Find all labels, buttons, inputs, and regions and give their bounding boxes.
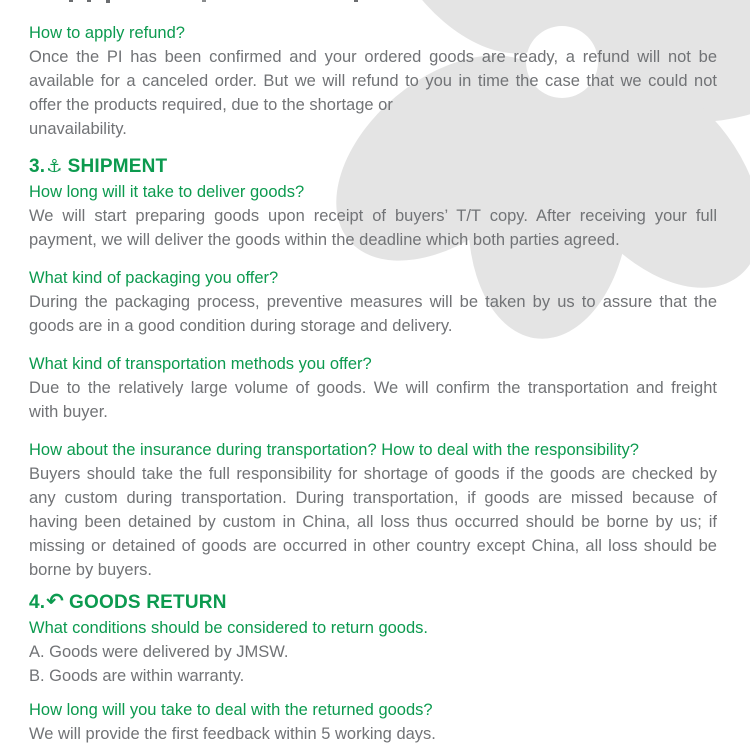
paragraph-line: A. Goods were delivered by JMSW. [29,643,289,661]
answer-return-conditions [29,640,717,688]
question-return-conditions: What conditions should be considered to return goods. [29,619,428,637]
qa-block-packaging [29,266,717,338]
paragraph-line: We will provide the first feedback within 5 working days. [29,725,436,743]
clipped-previous-line [30,0,32,2]
faq-content [0,21,750,746]
paragraph-line: missing or detained of goods are occurred in other country except China, all loss should be [29,537,717,555]
paragraph-line: Due to the relatively large volume of goods. We will confirm the transportation and freight [29,379,717,397]
paragraph-line: any custom during transportation. During transportation, if goods are missed because of [29,489,717,507]
answer-refund [29,45,717,141]
undo-arrow-icon: ↶ [46,589,65,613]
answer-packaging [29,290,717,338]
paragraph-line: unavailability. [29,120,127,138]
question-refund: How to apply refund? [29,24,185,42]
question-insurance: How about the insurance during transportation? How to deal with the responsibility? [29,441,639,459]
question-transportation: What kind of transportation methods you offer? [29,355,372,373]
section-title: SHIPMENT [67,156,168,177]
qa-block-return-conditions [29,616,717,688]
question-packaging: What kind of packaging you offer? [29,269,279,287]
section-heading-goods-return [29,588,717,616]
question-return-handling-time: How long will you take to deal with the returned goods? [29,701,433,719]
paragraph-line: goods are in a good condition during storage and delivery. [29,317,453,335]
paragraph-line: having been detained by custom in China, all loss thus occurred should be borne by us; if [29,513,717,531]
paragraph-line: Buyers should take the full responsibility for shortage of goods if the goods are checked by [29,465,717,483]
section-number: 3. [29,156,46,177]
answer-insurance [29,462,717,582]
paragraph-line: offer the products required, due to the shortage or [29,96,393,114]
question-delivery-time: How long will it take to deliver goods? [29,183,305,201]
qa-block-transportation [29,352,717,424]
paragraph-line: available for a canceled order. But we will refund to you in time the case that we could not [29,72,717,90]
paragraph-line: B. Goods are within warranty. [29,667,245,685]
paragraph-line: with buyer. [29,403,108,421]
section-number: 4. [29,592,46,613]
answer-return-handling-time [29,722,717,746]
qa-block-return-handling-time [29,698,717,746]
qa-block-refund [29,21,717,141]
section-heading-shipment [29,154,717,180]
section-title: GOODS RETURN [69,592,227,613]
paragraph-line: borne by buyers. [29,561,152,579]
paragraph-line: Once the PI has been confirmed and your ordered goods are ready, a refund will not be [29,48,717,66]
anchor-icon: ⚓ [46,156,63,177]
qa-block-insurance [29,438,717,582]
qa-block-delivery-time [29,180,717,252]
paragraph-line: We will start preparing goods upon receipt of buyers’ T/T copy. After receiving your full [29,207,717,225]
answer-delivery-time [29,204,717,252]
answer-transportation [29,376,717,424]
paragraph-line: During the packaging process, preventive measures will be taken by us to assure that the [29,293,717,311]
paragraph-line: payment, we will deliver the goods within the deadline which both parties agreed. [29,231,620,249]
